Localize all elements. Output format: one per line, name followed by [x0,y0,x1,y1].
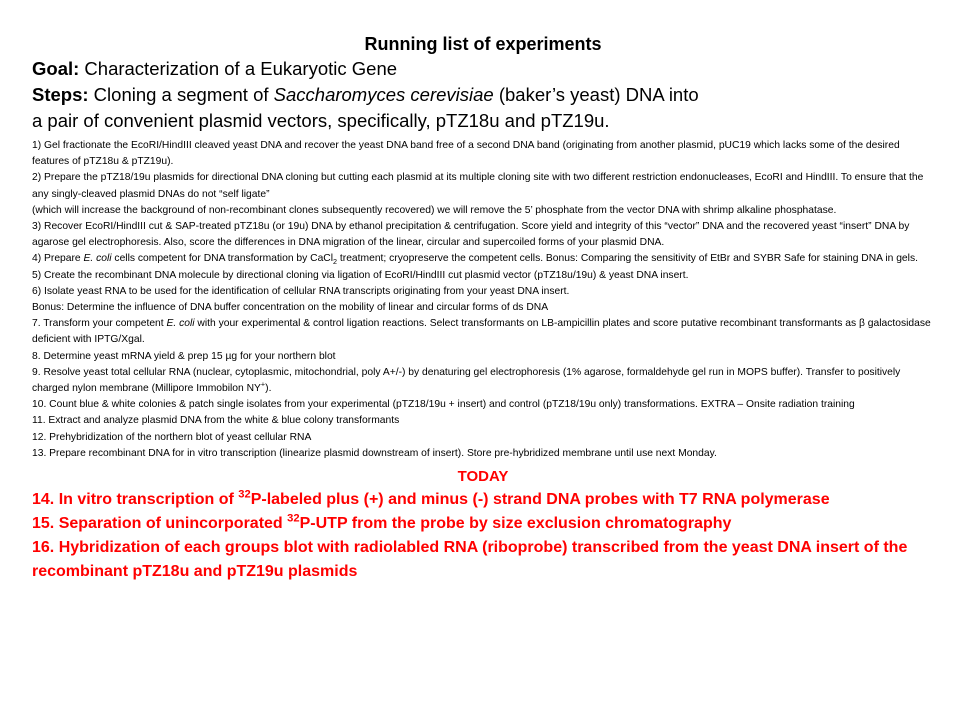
step-15-pre: 15. Separation of unincorporated [32,515,288,533]
steps-intro-line [32,82,934,108]
step-10: 10. Count blue & white colonies & patch single isolates from your experimental (pTZ18/19u + insert) and control (pTZ18/19u only) transformations. EXTRA – Onsite radiation training [32,399,855,411]
step-14 [32,488,934,512]
bonus-line: Bonus: Determine the influence of DNA buffer concentration on the mobility of linear and circular forms of ds DNA [32,302,549,314]
step-11: 11. Extract and analyze plasmid DNA from the white & blue colony transformants [32,415,400,427]
steps-intro-post: (baker’s yeast) DNA into [493,84,699,105]
goal-label: Goal: [32,58,80,79]
slide-title: Running list of experiments [364,34,602,54]
step-4-mid: cells competent for DNA transformation by CaCl [111,253,334,265]
step-9-superscript: + [260,379,266,389]
step-7-ecoli: E. coli [166,318,195,330]
step-7-pre: 7. Transform your competent [32,318,167,330]
goal-line [32,56,934,82]
step-4 [32,251,934,267]
step-4-pre: 4) Prepare [32,253,84,265]
step-15-post: P-UTP from the probe by size exclusion chromatography [299,515,732,533]
step-2: 2) Prepare the pTZ18/19u plasmids for directional DNA cloning but cutting each plasmid at its multiple cloning site with two different restriction endonucleases, EcoRI and HindIII. To ensure that the any singly-cleaved plasmid DNAs do not “self ligate” [32,172,924,200]
goal-text: Characterization of a Eukaryotic Gene [79,58,398,79]
step-14-pre: 14. In vitro transcription of [32,491,239,509]
step-12: 12. Prehybridization of the northern blot of yeast cellular RNA [32,431,312,443]
step-3: 3) Recover EcoRI/HindIII cut & SAP-treated pTZ18u (or 19u) DNA by ethanol precipitation & centrifugation. Score yield and integrity of this “vector” DNA and the recovered yeast “insert” DNA by agarose gel electrophoresis. Also, score the differences in DNA migration of the linear, circular and supercoiled forms of your plasmid DNA. [32,221,910,249]
step-14-post: P-labeled plus (+) and minus (-) strand DNA probes with T7 RNA polymerase [250,491,830,509]
step-4-post: treatment; cryopreserve the competent cells. Bonus: Comparing the sensitivity of EtBr and SYBR Safe for staining DNA in gels. [337,253,918,265]
step-4-ecoli: E. coli [83,253,112,265]
steps-list [32,138,934,462]
step-9 [32,365,934,397]
step-6: 6) Isolate yeast RNA to be used for the identification of cellular RNA transcripts originating from your yeast DNA insert. [32,285,570,297]
steps-intro-pre: Cloning a segment of [88,84,274,105]
step-9-post: ). [265,383,272,395]
step-15 [32,512,934,536]
steps-intro-line-2: a pair of convenient plasmid vectors, specifically, pTZ18u and pTZ19u. [32,110,610,131]
step-14-superscript: 32 [238,488,251,501]
step-9-pre: 9. Resolve yeast total cellular RNA (nuclear, cytoplasmic, mitochondrial, poly A+/-) by denaturing gel electrophoresis (1% agarose, formaldehyde gel run in MOPS buffer). Transfer to positively charged nylon membrane (Millipore Immobilon NY [32,366,901,395]
step-5: 5) Create the recombinant DNA molecule by directional cloning via ligation of EcoRI/HindIII cut plasmid vector (pTZ18u/19u) & yeast DNA insert. [32,269,689,281]
today-heading: TODAY [457,468,509,486]
step-2-continued: (which will increase the background of non-recombinant clones subsequently recovered) we will remove the 5’ phosphate from the vector DNA with shrimp alkaline phosphatase. [32,204,837,216]
step-8: 8. Determine yeast mRNA yield & prep 15 µg for your northern blot [32,350,336,362]
step-4-subscript: 2 [333,257,338,267]
species-name: Saccharomyces cerevisiae [273,84,494,105]
step-15-superscript: 32 [287,512,300,525]
step-7-post: with your experimental & control ligation reactions. Select transformants on LB-ampicillin plates and score putative recombinant transformants as β galactosidase deficient with IPTG/Xgal. [32,318,931,346]
step-1: 1) Gel fractionate the EcoRI/HindIII cleaved yeast DNA and recover the yeast DNA band free of a second DNA band (originating from another plasmid, pUC19 which lacks some of the desired features of pTZ18u & pTZ19u). [32,140,900,168]
step-7 [32,316,934,348]
step-16: 16. Hybridization of each groups blot with radiolabled RNA (riboprobe) transcribed from the yeast DNA insert of the recombinant pTZ18u and pTZ19u plasmids [32,539,908,581]
step-13: 13. Prepare recombinant DNA for in vitro transcription (linearize plasmid downstream of insert). Store pre-hybridized membrane until use next Monday. [32,447,717,459]
steps-label: Steps: [32,84,89,105]
